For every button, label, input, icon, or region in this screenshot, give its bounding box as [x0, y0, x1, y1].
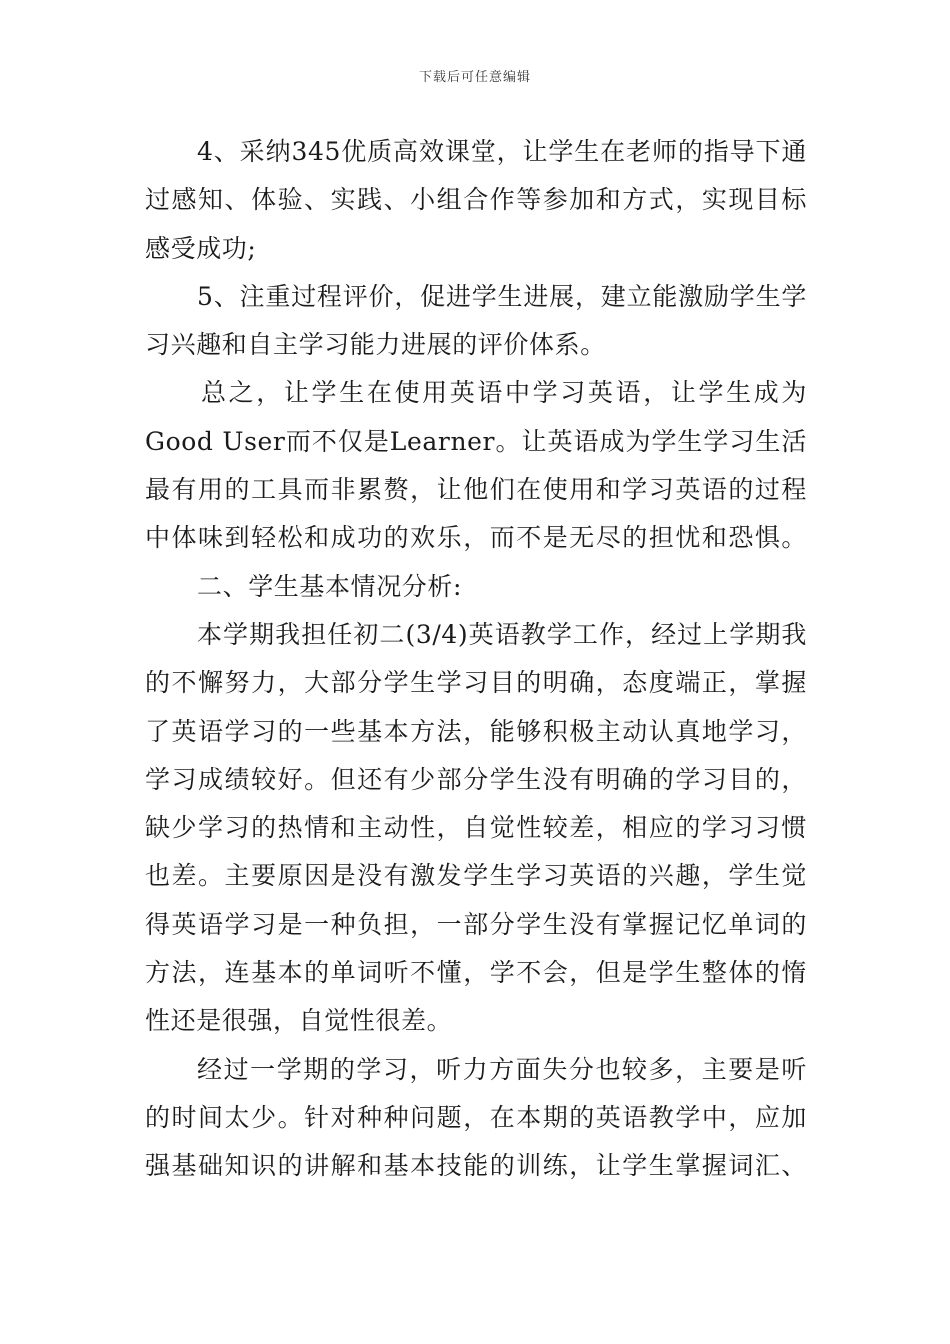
- text-line: 缺少学习的热情和主动性，自觉性较差，相应的学习习惯: [145, 813, 807, 843]
- document-body: [145, 128, 807, 1191]
- text-line: 最有用的工具而非累赘，让他们在使用和学习英语的过程: [145, 475, 807, 505]
- text-line: 中体味到轻松和成功的欢乐，而不是无尽的担忧和恐惧。: [145, 523, 807, 553]
- text-line: 感受成功;: [145, 233, 257, 263]
- text-line: 的不懈努力，大部分学生学习目的明确，态度端正，掌握: [145, 668, 807, 698]
- page-header: 下载后可任意编辑: [418, 70, 531, 85]
- text-line: 经过一学期的学习，听力方面失分也较多，主要是听: [197, 1054, 807, 1084]
- text-line: 也差。主要原因是没有激发学生学习英语的兴趣，学生觉: [145, 861, 807, 891]
- text-line: 的时间太少。针对种种问题，在本期的英语教学中，应加: [145, 1102, 807, 1132]
- text-line: 性还是很强，自觉性很差。: [145, 1006, 453, 1036]
- text-line: 习兴趣和自主学习能力进展的评价体系。: [145, 330, 606, 360]
- text-line: 总之，让学生在使用英语中学习英语，让学生成为: [201, 378, 807, 408]
- text-line: 5、注重过程评价，促进学生进展，建立能激励学生学: [197, 281, 807, 311]
- text-line: 本学期我担任初二(3/4)英语教学工作，经过上学期我: [197, 619, 807, 649]
- text-line: 了英语学习的一些基本方法，能够积极主动认真地学习，: [145, 716, 807, 746]
- text-line: 学习成绩较好。但还有少部分学生没有明确的学习目的，: [145, 764, 807, 794]
- text-line: 方法，连基本的单词听不懂，学不会，但是学生整体的惰: [145, 958, 807, 988]
- text-line: 4、采纳345优质高效课堂，让学生在老师的指导下通: [197, 137, 807, 166]
- text-line: Good User而不仅是Learner。让英语成为学生学习生活: [145, 426, 807, 456]
- text-line: 强基础知识的讲解和基本技能的训练，让学生掌握词汇、: [145, 1151, 807, 1181]
- text-line: 得英语学习是一种负担，一部分学生没有掌握记忆单词的: [145, 909, 807, 939]
- text-line: 过感知、体验、实践、小组合作等参加和方式，实现目标: [145, 185, 807, 215]
- section-heading: 二、学生基本情况分析:: [197, 571, 463, 601]
